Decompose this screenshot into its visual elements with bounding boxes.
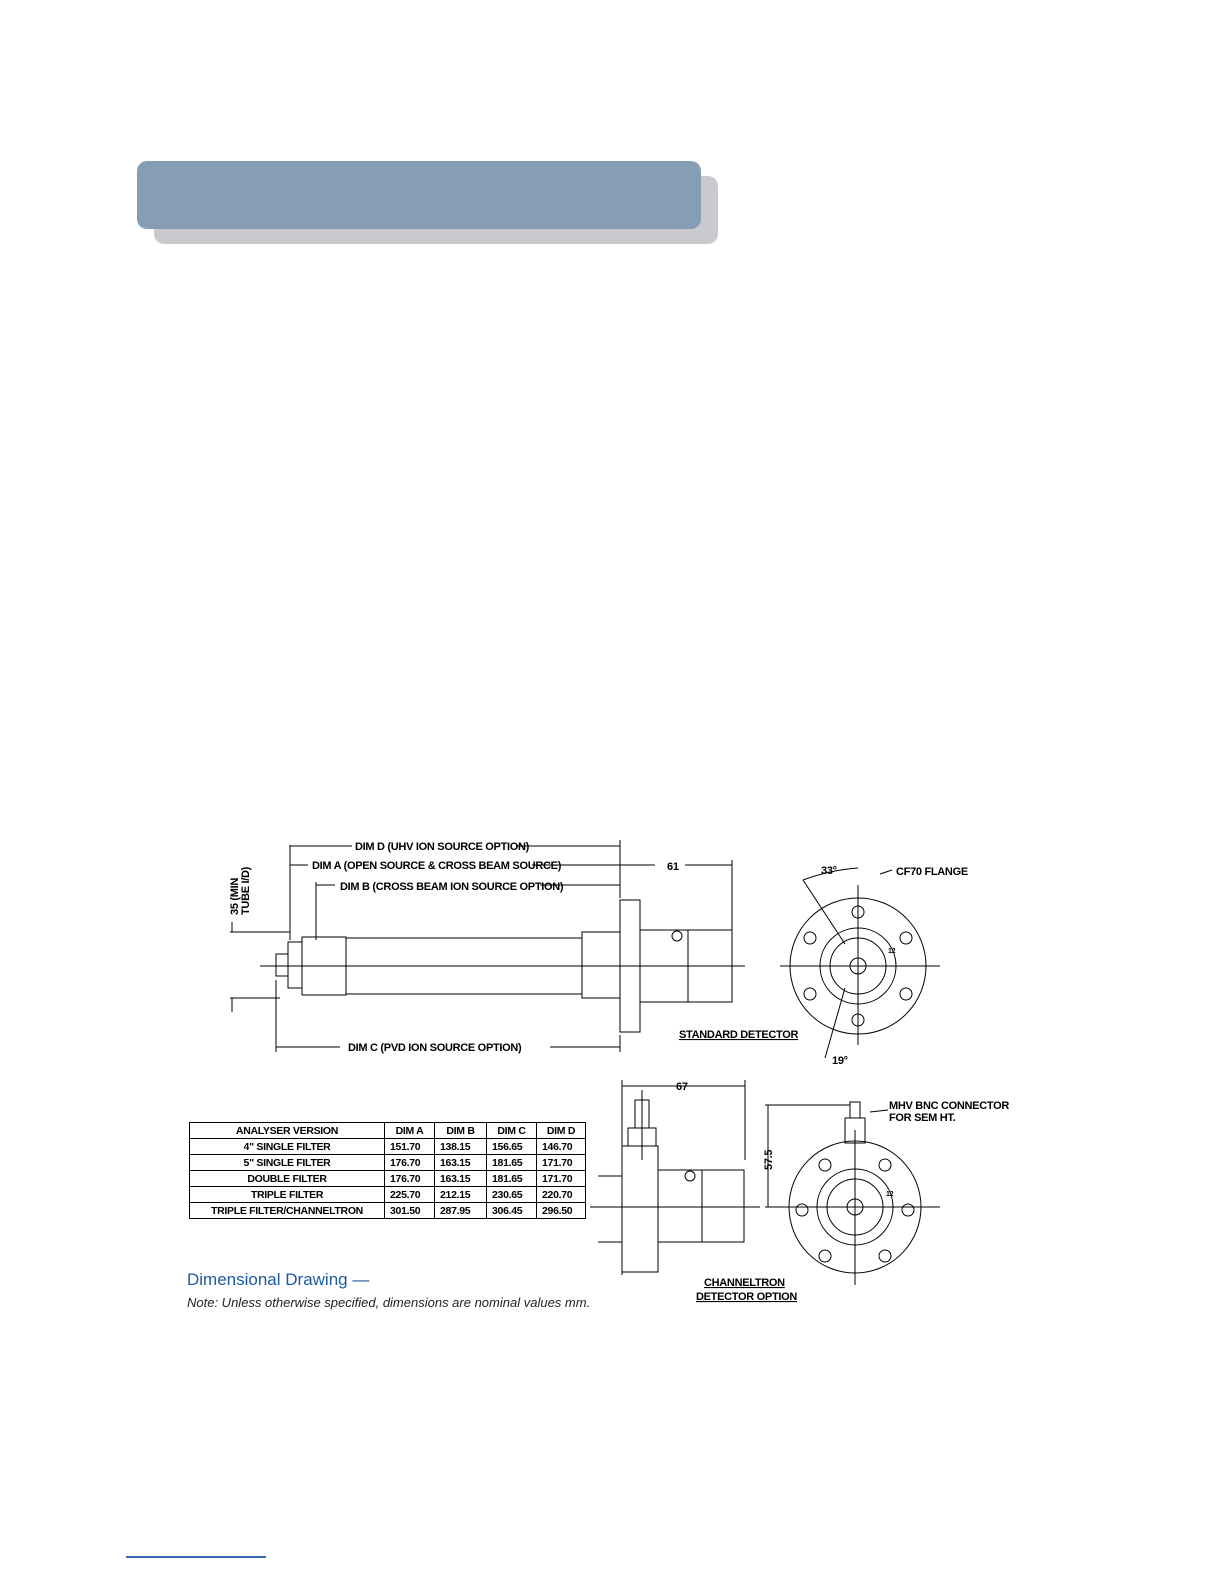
table-row [190, 1187, 586, 1203]
flange-label: CF70 FLANGE [896, 866, 968, 878]
dim-a-label: DIM A (OPEN SOURCE & CROSS BEAM SOURCE) [312, 860, 562, 872]
pin-12-label: 12 [888, 948, 896, 955]
table-cell: 138.15 [435, 1139, 487, 1155]
table-cell: 176.70 [385, 1155, 435, 1171]
table-cell: 287.95 [435, 1203, 487, 1219]
table-cell: 306.45 [487, 1203, 537, 1219]
column-header: DIM D [537, 1123, 586, 1139]
len-61-label: 61 [667, 861, 679, 873]
channeltron-label-2: DETECTOR OPTION [696, 1291, 798, 1303]
table-cell: 171.70 [537, 1171, 586, 1187]
tube-label-1: 35 (MIN [229, 877, 241, 915]
table-cell: 301.50 [385, 1203, 435, 1219]
dim-c-label: DIM C (PVD ION SOURCE OPTION) [348, 1042, 522, 1054]
table-cell: 4" SINGLE FILTER [190, 1139, 385, 1155]
column-header: DIM A [385, 1123, 435, 1139]
table-header-row [190, 1123, 586, 1139]
footer-rule [126, 1556, 266, 1558]
table-cell: 146.70 [537, 1139, 586, 1155]
len-57-label: 57.5 [763, 1149, 775, 1170]
table-cell: 181.65 [487, 1155, 537, 1171]
table-cell: 176.70 [385, 1171, 435, 1187]
angle-19-label: 19° [832, 1055, 848, 1067]
dimension-table [189, 1122, 586, 1219]
tube-label-2: TUBE I/D) [240, 866, 252, 915]
column-header: ANALYSER VERSION [190, 1123, 385, 1139]
table-cell: 171.70 [537, 1155, 586, 1171]
figure-caption-note: Note: Unless otherwise specified, dimensions are nominal values mm. [187, 1295, 591, 1310]
column-header: DIM B [435, 1123, 487, 1139]
table-cell: 163.15 [435, 1171, 487, 1187]
figure-caption-title: Dimensional Drawing — [187, 1270, 370, 1289]
dim-b-label: DIM B (CROSS BEAM ION SOURCE OPTION) [340, 881, 564, 893]
table-cell: 230.65 [487, 1187, 537, 1203]
mhv-label-1: MHV BNC CONNECTOR [889, 1100, 1009, 1112]
table-row [190, 1203, 586, 1219]
table-cell: 163.15 [435, 1155, 487, 1171]
table-cell: 296.50 [537, 1203, 586, 1219]
table-cell: TRIPLE FILTER [190, 1187, 385, 1203]
table-cell: 151.70 [385, 1139, 435, 1155]
table-cell: DOUBLE FILTER [190, 1171, 385, 1187]
dimensional-drawing [180, 830, 1010, 1310]
pin-12-label-2: 12 [886, 1191, 894, 1198]
channeltron-label-1: CHANNELTRON [704, 1277, 785, 1289]
mhv-label-2: FOR SEM HT. [889, 1112, 956, 1124]
standard-detector-label: STANDARD DETECTOR [679, 1029, 799, 1041]
table-cell: 212.15 [435, 1187, 487, 1203]
table-cell: 5" SINGLE FILTER [190, 1155, 385, 1171]
table-cell: 181.65 [487, 1171, 537, 1187]
table-row [190, 1171, 586, 1187]
table-row [190, 1155, 586, 1171]
column-header: DIM C [487, 1123, 537, 1139]
table-cell: TRIPLE FILTER/CHANNELTRON [190, 1203, 385, 1219]
table-cell: 156.65 [487, 1139, 537, 1155]
table-cell: 220.70 [537, 1187, 586, 1203]
angle-33-label: 33° [821, 865, 837, 877]
header-banner [137, 161, 701, 229]
table-row [190, 1139, 586, 1155]
table-cell: 225.70 [385, 1187, 435, 1203]
len-67-label: 67 [676, 1081, 688, 1093]
dim-d-label: DIM D (UHV ION SOURCE OPTION) [355, 841, 530, 853]
